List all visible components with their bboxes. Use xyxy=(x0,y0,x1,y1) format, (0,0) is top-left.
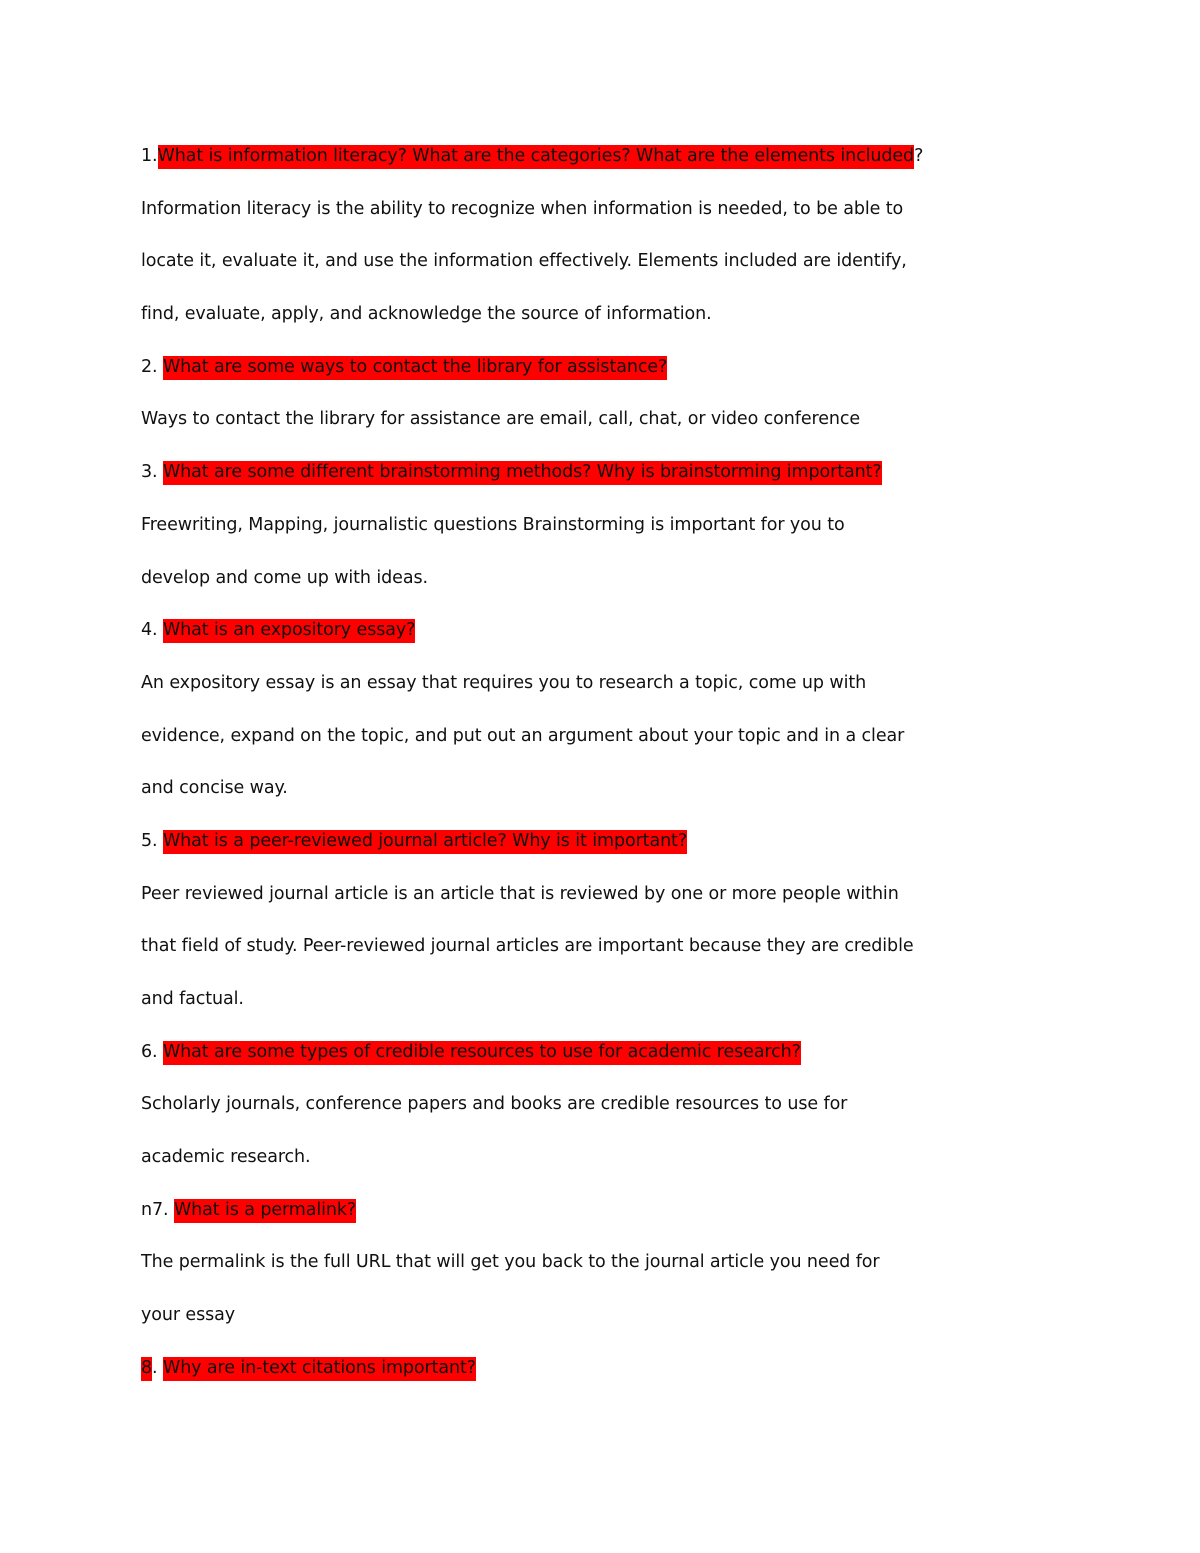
answer-line: locate it, evaluate it, and use the information effectively. Elements included are identify, xyxy=(141,251,907,272)
question-line xyxy=(141,826,941,879)
question-text-highlighted: What is information literacy? What are the categories? What are the elements included xyxy=(158,145,915,169)
question-line xyxy=(141,141,941,194)
question-text-highlighted: What is a peer-reviewed journal article? Why is it important? xyxy=(163,830,687,854)
question-line xyxy=(141,457,941,510)
answer-line: develop and come up with ideas. xyxy=(141,567,428,588)
answer-line: academic research. xyxy=(141,1147,311,1168)
question-suffix: ? xyxy=(914,146,924,166)
answer-line: Freewriting, Mapping, journalistic questions Brainstorming is important for you to xyxy=(141,514,845,535)
answer-line: and concise way. xyxy=(141,778,288,799)
answer-line: Ways to contact the library for assistance are email, call, chat, or video conference xyxy=(141,409,861,430)
answer-line: An expository essay is an essay that requires you to research a topic, come up with xyxy=(141,672,867,693)
question-text-highlighted: Why are in-text citations important? xyxy=(163,1357,476,1381)
answer-line: Peer reviewed journal article is an article that is reviewed by one or more people within xyxy=(141,883,899,904)
question-line xyxy=(141,1195,941,1248)
answer-line: Scholarly journals, conference papers and books are credible resources to use for xyxy=(141,1094,848,1115)
answer-line: and factual. xyxy=(141,989,244,1009)
question-number: 3. xyxy=(141,462,163,483)
question-line xyxy=(141,1037,941,1090)
question-text-highlighted: What are some types of credible resources to use for academic research? xyxy=(163,1041,801,1065)
answer-line: Information literacy is the ability to recognize when information is needed, to be able to xyxy=(141,198,904,219)
question-number: n7. xyxy=(141,1199,174,1220)
answer-line: find, evaluate, apply, and acknowledge the source of information. xyxy=(141,304,712,325)
question-number: 2. xyxy=(141,356,163,377)
answer-line: evidence, expand on the topic, and put out an argument about your topic and in a clear xyxy=(141,725,905,746)
question-text-highlighted: What is a permalink? xyxy=(174,1199,356,1223)
question-number: 6. xyxy=(141,1041,163,1062)
question-number: 5. xyxy=(141,830,163,851)
question-number: 1. xyxy=(141,146,158,166)
answer-line: The permalink is the full URL that will get you back to the journal article you need for xyxy=(141,1252,880,1273)
question-text-highlighted: What are some different brainstorming methods? Why is brainstorming important? xyxy=(163,461,882,485)
question-text-highlighted: What are some ways to contact the library for assistance? xyxy=(163,356,667,380)
answer-line: your essay xyxy=(141,1305,235,1326)
question-number-punct: . xyxy=(152,1357,163,1378)
question-line xyxy=(141,352,941,405)
question-line xyxy=(141,1353,941,1406)
question-text-highlighted: What is an expository essay? xyxy=(163,619,415,643)
answer-line: that field of study. Peer-reviewed journal articles are important because they are credible xyxy=(141,936,914,957)
question-line xyxy=(141,615,941,668)
document-body xyxy=(141,141,941,1406)
question-number: 8 xyxy=(141,1357,152,1381)
question-number: 4. xyxy=(141,620,163,641)
